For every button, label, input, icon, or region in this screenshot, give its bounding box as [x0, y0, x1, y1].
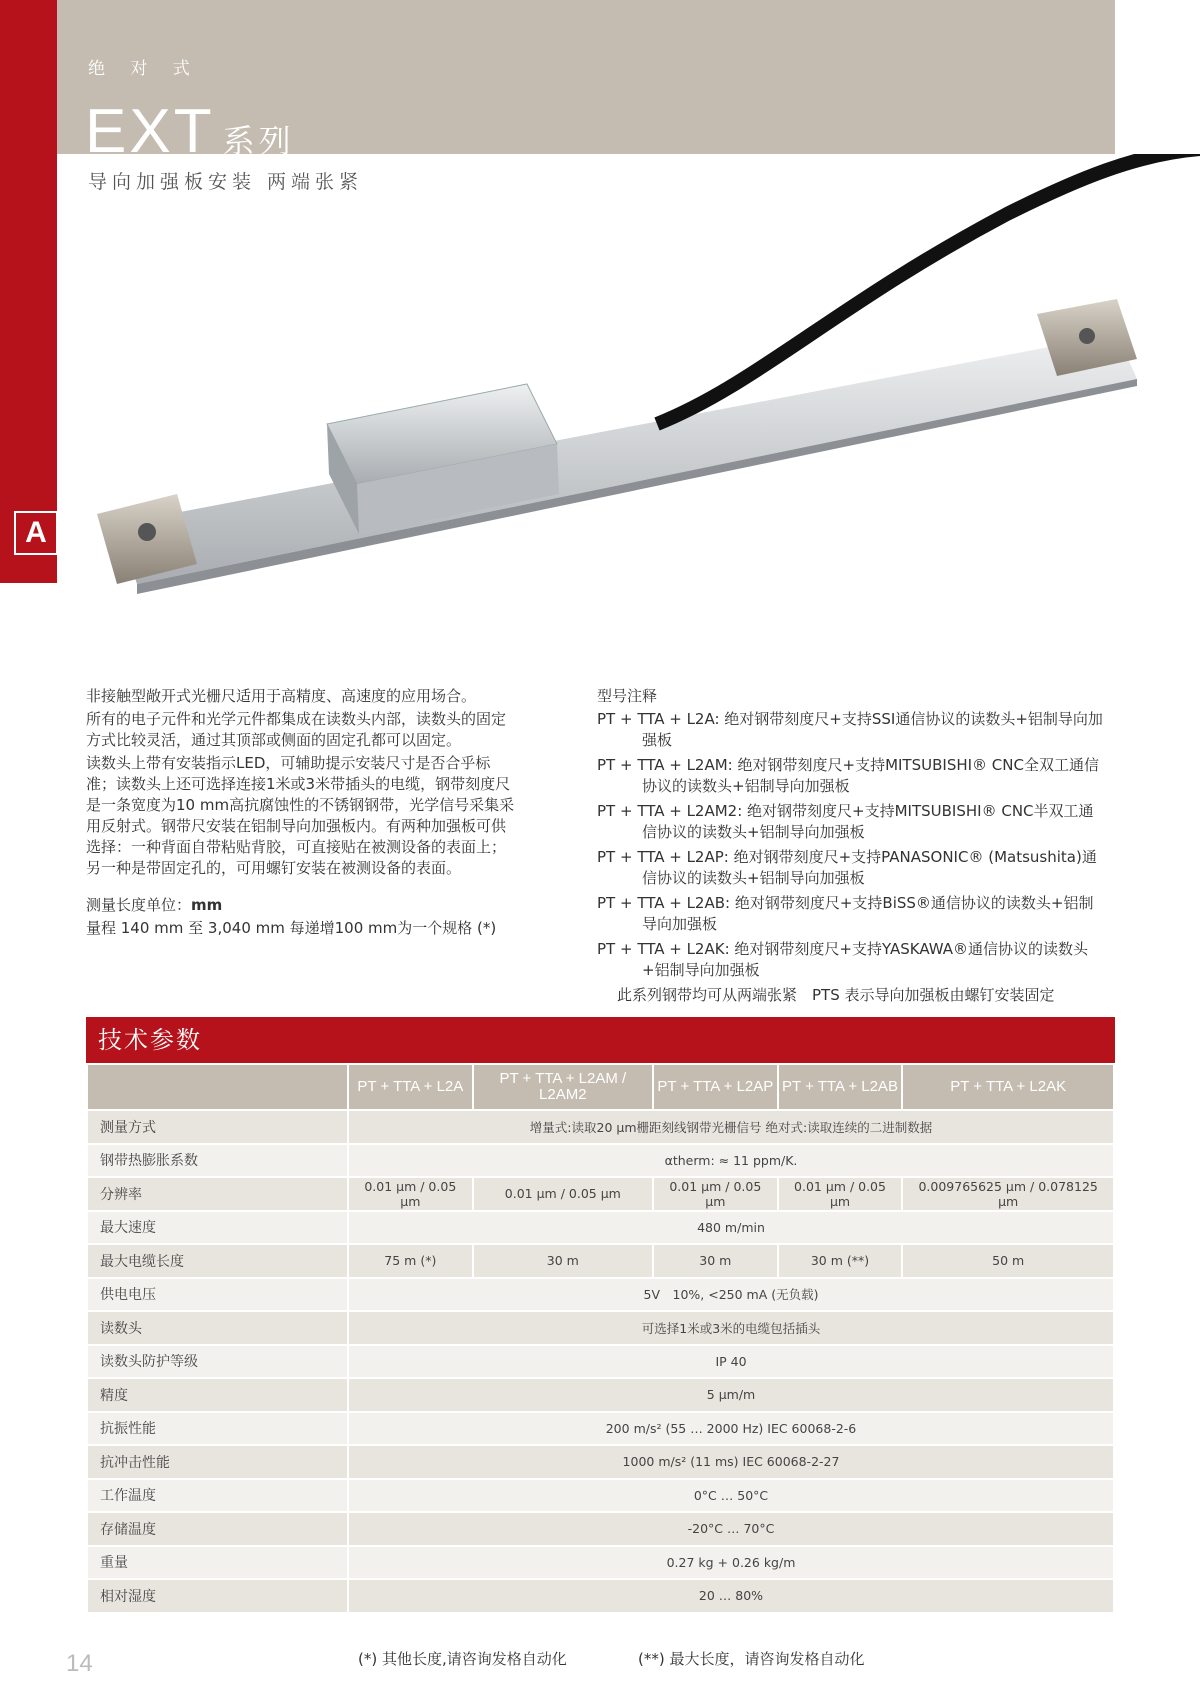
table-row — [87, 1311, 1114, 1345]
table-cell: 30 m (**) — [778, 1244, 903, 1278]
table-cell: 30 m — [653, 1244, 778, 1278]
table-header: PT + TTA + L2AB — [778, 1064, 903, 1110]
table-cell: 30 m — [473, 1244, 653, 1278]
page-title: EXT 系列 — [85, 97, 295, 166]
table-cell: 0.01 µm / 0.05 µm — [653, 1177, 778, 1211]
row-label: 精度 — [87, 1378, 348, 1412]
intro-paragraph-2: 所有的电子元件和光学元件都集成在读数头内部，读数头的固定方式比较灵活，通过其顶部或侧面的固定孔都可以固定。 — [86, 710, 507, 749]
table-cell: -20°C … 70°C — [348, 1512, 1114, 1546]
table-header: PT + TTA + L2AM / L2AM2 — [473, 1064, 653, 1110]
table-cell: 0.009765625 µm / 0.078125 µm — [902, 1177, 1114, 1211]
row-label: 测量方式 — [87, 1110, 348, 1144]
table-row — [87, 1412, 1114, 1446]
table-cell: 0.01 µm / 0.05 µm — [778, 1177, 903, 1211]
row-label: 钢带热膨胀系数 — [87, 1144, 348, 1178]
table-row — [87, 1177, 1114, 1211]
table-cell: αtherm: ≈ 11 ppm/K. — [348, 1144, 1114, 1178]
row-label: 最大电缆长度 — [87, 1244, 348, 1278]
table-row — [87, 1345, 1114, 1379]
table-row — [87, 1278, 1114, 1312]
table-header: PT + TTA + L2AK — [902, 1064, 1114, 1110]
model-notes — [597, 686, 1107, 1008]
row-label: 工作温度 — [87, 1479, 348, 1513]
table-row — [87, 1378, 1114, 1412]
spec-table — [86, 1063, 1115, 1614]
table-header: PT + TTA + L2A — [348, 1064, 473, 1110]
model-notes-title: 型号注释 — [597, 687, 658, 705]
table-row — [87, 1479, 1114, 1513]
table-cell: 5 µm/m — [348, 1378, 1114, 1412]
table-cell: 480 m/min — [348, 1211, 1114, 1245]
intro-paragraph-3: 读数头上带有安装指示LED，可辅助提示安装尺寸是否合乎标准；读数头上还可选择连接1米或3米带插头的电缆，钢带刻度尺是一条宽度为10 mm高抗腐蚀性的不锈钢钢带，光学信号采集采用反射式。钢带尺安装在铝制导向加强板内。有两种加强板可供选择：一种背面自带粘贴背胶，可直接贴在被测设备的表面上；另一种是带固定孔的，可用螺钉安装在被测设备的表面。 — [86, 754, 515, 877]
row-label: 读数头 — [87, 1311, 348, 1345]
section-tab-a: A — [14, 511, 58, 555]
row-label: 读数头防护等级 — [87, 1345, 348, 1379]
model-line: PT + TTA + L2A: 绝对钢带刻度尺+支持SSI通信协议的读数头+铝制导向加强板 — [597, 710, 1103, 749]
row-label: 分辨率 — [87, 1177, 348, 1211]
table-cell: 0.01 µm / 0.05 µm — [473, 1177, 653, 1211]
model-line: PT + TTA + L2AK: 绝对钢带刻度尺+支持YASKAWA®通信协议的读数头+铝制导向加强板 — [597, 940, 1089, 979]
table-row — [87, 1244, 1114, 1278]
page-number: 14 — [66, 1650, 93, 1677]
table-cell: 0.27 kg + 0.26 kg/m — [348, 1546, 1114, 1580]
table-cell: 增量式:读取20 µm栅距刻线钢带光栅信号 绝对式:读取连续的二进制数据 — [348, 1110, 1114, 1144]
table-row — [87, 1546, 1114, 1580]
table-row — [87, 1579, 1114, 1613]
footnote-1: (*) 其他长度,请咨询发格自动化 — [358, 1650, 567, 1668]
table-row — [87, 1110, 1114, 1144]
table-cell: 0.01 µm / 0.05 µm — [348, 1177, 473, 1211]
model-line: PT + TTA + L2AP: 绝对钢带刻度尺+支持PANASONIC® (Matsushita)通信协议的读数头+铝制导向加强板 — [597, 848, 1097, 887]
table-row — [87, 1211, 1114, 1245]
section-title: 技术参数 — [86, 1017, 1115, 1063]
table-cell: 可选择1米或3米的电缆包括插头 — [348, 1311, 1114, 1345]
intro-text — [86, 686, 516, 941]
table-cell: 75 m (*) — [348, 1244, 473, 1278]
side-color-bar — [0, 0, 57, 583]
table-cell: 50 m — [902, 1244, 1114, 1278]
model-line: PT + TTA + L2AM2: 绝对钢带刻度尺+支持MITSUBISHI® CNC半双工通信协议的读数头+铝制导向加强板 — [597, 802, 1094, 841]
row-label: 存储温度 — [87, 1512, 348, 1546]
table-cell: 5V 10%, <250 mA (无负载) — [348, 1278, 1114, 1312]
table-cell: 1000 m/s² (11 ms) IEC 60068-2-27 — [348, 1445, 1114, 1479]
model-line: PT + TTA + L2AB: 绝对钢带刻度尺+支持BiSS®通信协议的读数头+铝制导向加强板 — [597, 894, 1094, 933]
row-label: 相对湿度 — [87, 1579, 348, 1613]
row-label: 最大速度 — [87, 1211, 348, 1245]
table-cell: 200 m/s² (55 … 2000 Hz) IEC 60068-2-6 — [348, 1412, 1114, 1446]
table-header: PT + TTA + L2AP — [653, 1064, 778, 1110]
table-row — [87, 1144, 1114, 1178]
product-photo — [57, 154, 1200, 654]
row-label: 抗振性能 — [87, 1412, 348, 1446]
footnote-2: (**) 最大长度，请咨询发格自动化 — [638, 1650, 865, 1668]
page-subtitle: 导向加强板安装 两端张紧 — [88, 171, 364, 193]
kicker: 绝 对 式 — [88, 59, 200, 79]
table-row — [87, 1445, 1114, 1479]
row-label: 抗冲击性能 — [87, 1445, 348, 1479]
table-cell: 0°C … 50°C — [348, 1479, 1114, 1513]
row-label: 重量 — [87, 1546, 348, 1580]
row-label: 供电电压 — [87, 1278, 348, 1312]
unit-line: 测量长度单位：mm — [86, 896, 223, 914]
model-note: 此系列钢带均可从两端张紧 PTS 表示导向加强板由螺钉安装固定 — [617, 986, 1055, 1004]
table-row — [87, 1512, 1114, 1546]
range-line: 量程 140 mm 至 3,040 mm 每递增100 mm为一个规格 (*) — [86, 919, 497, 937]
table-cell: IP 40 — [348, 1345, 1114, 1379]
intro-paragraph-1: 非接触型敞开式光栅尺适用于高精度、高速度的应用场合。 — [86, 687, 477, 705]
table-cell: 20 … 80% — [348, 1579, 1114, 1613]
table-header-empty — [87, 1064, 348, 1110]
model-line: PT + TTA + L2AM: 绝对钢带刻度尺+支持MITSUBISHI® CNC全双工通信协议的读数头+铝制导向加强板 — [597, 756, 1099, 795]
